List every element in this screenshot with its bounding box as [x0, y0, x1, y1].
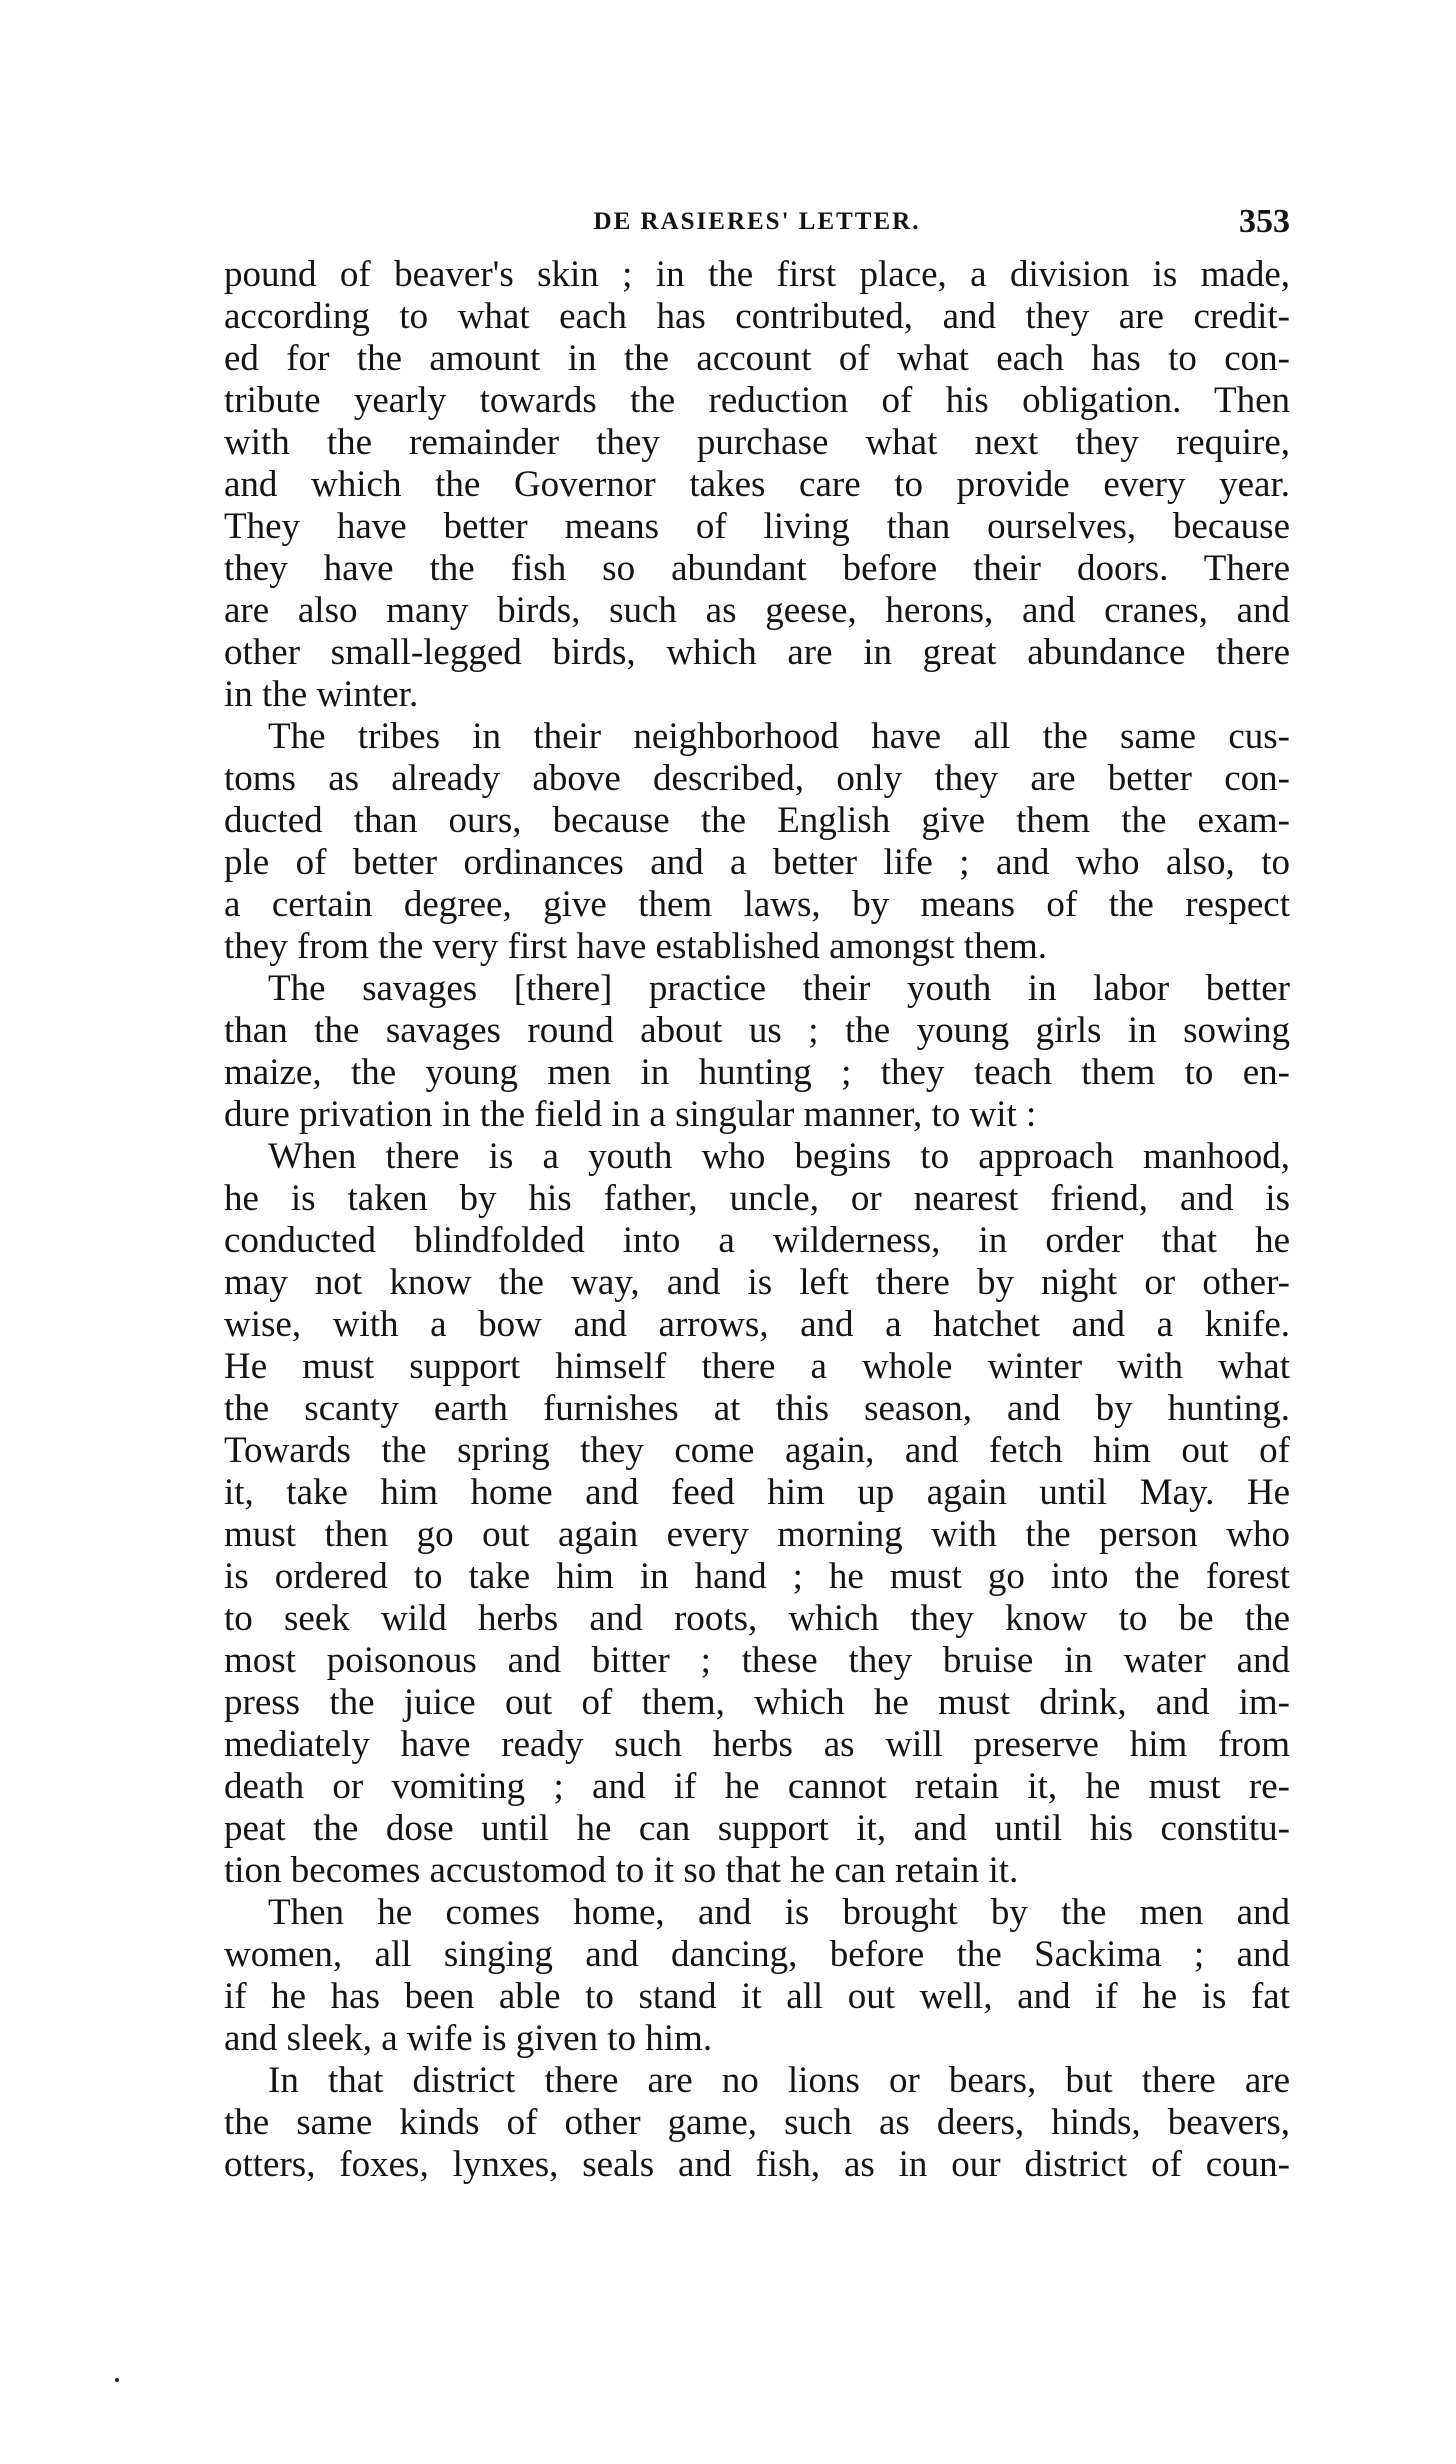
text-line: if he has been able to stand it all out well, and if he is fat	[224, 1976, 1290, 2017]
running-title: DE RASIERES' LETTER.	[593, 208, 921, 235]
text-line: women, all singing and dancing, before the Sackima ; and	[224, 1934, 1290, 1975]
text-line: they from the very first have established amongst them.	[224, 926, 1048, 967]
text-line: wise, with a bow and arrows, and a hatchet and a knife.	[224, 1304, 1290, 1345]
text-line: maize, the young men in hunting ; they teach them to en-	[224, 1052, 1290, 1093]
text-line: tion becomes accustomod to it so that he can retain it.	[224, 1850, 1019, 1891]
paragraph	[224, 1892, 1290, 2060]
paragraph	[224, 2060, 1290, 2186]
text-line: conducted blindfolded into a wilderness, in order that he	[224, 1220, 1290, 1261]
text-line: is ordered to take him in hand ; he must go into the forest	[224, 1556, 1290, 1597]
paragraph	[224, 716, 1290, 968]
running-head	[224, 198, 1290, 246]
text-line: it, take him home and feed him up again until May. He	[224, 1472, 1290, 1513]
text-line: Towards the spring they come again, and fetch him out of	[224, 1430, 1290, 1471]
text-line: and which the Governor takes care to provide every year.	[224, 464, 1290, 505]
text-line: are also many birds, such as geese, herons, and cranes, and	[224, 590, 1290, 631]
print-speck	[115, 2378, 119, 2382]
text-line: and sleek, a wife is given to him.	[224, 2018, 713, 2059]
text-line: ducted than ours, because the English give them the exam-	[224, 800, 1290, 841]
page-number: 353	[1239, 203, 1290, 240]
text-line: press the juice out of them, which he must drink, and im-	[224, 1682, 1290, 1723]
text-line: peat the dose until he can support it, and until his constitu-	[224, 1808, 1290, 1849]
text-line: other small-legged birds, which are in great abundance there	[224, 632, 1290, 673]
text-line: dure privation in the field in a singular manner, to wit :	[224, 1094, 1037, 1135]
text-line: They have better means of living than ourselves, because	[224, 506, 1290, 547]
text-line: may not know the way, and is left there by night or other-	[224, 1262, 1290, 1303]
text-line: The tribes in their neighborhood have all the same cus-	[268, 716, 1290, 757]
text-line: most poisonous and bitter ; these they bruise in water and	[224, 1640, 1290, 1681]
text-line: ed for the amount in the account of what each has to con-	[224, 338, 1290, 379]
text-line: he is taken by his father, uncle, or nearest friend, and is	[224, 1178, 1290, 1219]
text-line: the same kinds of other game, such as deers, hinds, beavers,	[224, 2102, 1290, 2143]
paragraph	[224, 968, 1290, 1136]
text-line: the scanty earth furnishes at this season, and by hunting.	[224, 1388, 1290, 1429]
text-line: with the remainder they purchase what next they require,	[224, 422, 1290, 463]
body-text	[224, 254, 1290, 2294]
text-line: He must support himself there a whole winter with what	[224, 1346, 1290, 1387]
paragraph	[224, 254, 1290, 716]
text-line: The savages [there] practice their youth in labor better	[268, 968, 1290, 1009]
text-line: to seek wild herbs and roots, which they know to be the	[224, 1598, 1290, 1639]
text-line: must then go out again every morning with the person who	[224, 1514, 1290, 1555]
text-line: in the winter.	[224, 674, 419, 715]
text-line: tribute yearly towards the reduction of his obligation. Then	[224, 380, 1290, 421]
text-line: In that district there are no lions or bears, but there are	[268, 2060, 1290, 2101]
text-line: ple of better ordinances and a better life ; and who also, to	[224, 842, 1290, 883]
text-line: according to what each has contributed, and they are credit-	[224, 296, 1290, 337]
text-line: otters, foxes, lynxes, seals and fish, as in our district of coun-	[224, 2144, 1290, 2185]
text-line: toms as already above described, only they are better con-	[224, 758, 1290, 799]
text-line: a certain degree, give them laws, by means of the respect	[224, 884, 1290, 925]
text-line: Then he comes home, and is brought by the men and	[268, 1892, 1290, 1933]
text-line: they have the fish so abundant before their doors. There	[224, 548, 1290, 589]
text-line: pound of beaver's skin ; in the first place, a division is made,	[224, 254, 1290, 295]
text-line: death or vomiting ; and if he cannot retain it, he must re-	[224, 1766, 1290, 1807]
paragraph	[224, 1136, 1290, 1892]
text-line: When there is a youth who begins to approach manhood,	[268, 1136, 1290, 1177]
text-line: mediately have ready such herbs as will preserve him from	[224, 1724, 1290, 1765]
text-line: than the savages round about us ; the young girls in sowing	[224, 1010, 1290, 1051]
